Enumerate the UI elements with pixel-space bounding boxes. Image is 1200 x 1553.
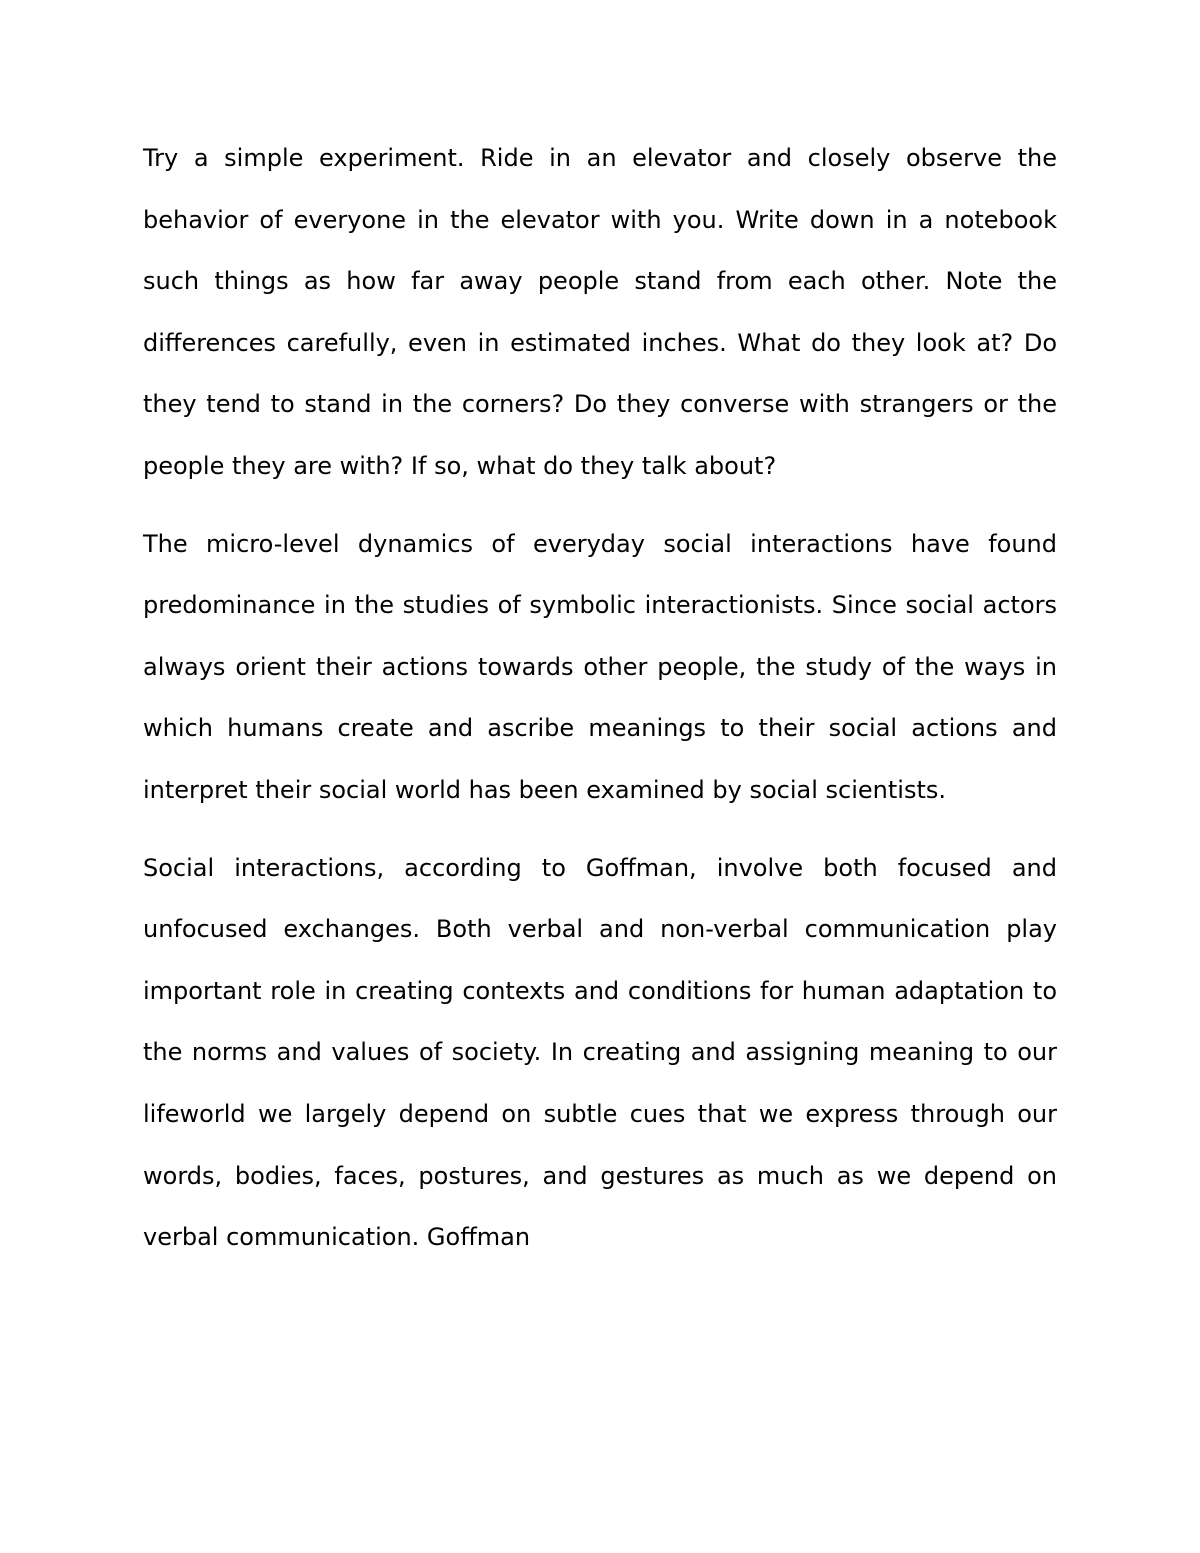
paragraph-symbolic-interactionism: The micro-level dynamics of everyday social interactions have found predominance in the studies of symbolic interactionists. Since social actors always orient their actions towards other people, the study of the ways in which humans create and ascribe meanings to their social actions and interpret their social world has been examined by social scientists. — [143, 529, 1057, 804]
paragraph-elevator-experiment: Try a simple experiment. Ride in an elevator and closely observe the behavior of everyone in the elevator with you. Write down in a notebook such things as how far away people stand from each other. Note the differences carefully, even in estimated inches. What do they look at? Do they tend to stand in the corners? Do they converse with strangers or the people they are with? If so, what do they talk about? — [143, 144, 1057, 480]
paragraph-goffman-interactions: Social interactions, according to Goffman, involve both focused and unfocused exchanges. Both verbal and non-verbal communication play important role in creating contexts and conditions for human adaptation to the norms and values of society. In creating and assigning meaning to our lifeworld we largely depend on subtle cues that we express through our words, bodies, faces, postures, and gestures as much as we depend on verbal communication. Goffman — [143, 853, 1057, 1252]
document-body — [143, 128, 1057, 1269]
